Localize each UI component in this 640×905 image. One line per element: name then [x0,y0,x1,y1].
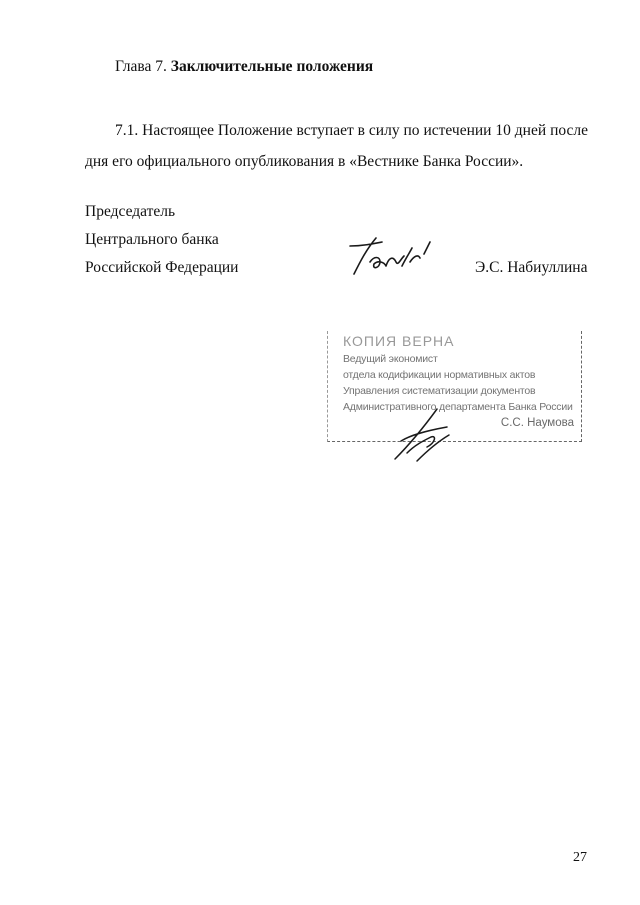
signer-name: Э.С. Набиуллина [475,259,588,276]
stamp-line-2: отдела кодификации нормативных актов [343,369,536,381]
signer-position-line-2: Центрального банка [85,231,219,248]
paragraph-7-1: 7.1. Настоящее Положение вступает в силу по истечении 10 дней после дня его официального опубликования в «Вестнике Банка России». [85,122,588,170]
stamp-name: С.С. Наумова [500,417,574,429]
signature-icon [340,232,440,282]
stamp-line-1: Ведущий экономист [343,353,438,365]
stamp-title: КОПИЯ ВЕРНА [343,333,455,349]
signer-position-line-3: Российской Федерации [85,259,239,276]
certification-stamp [327,323,582,443]
stamp-signature-icon [387,401,457,466]
chapter-title: Заключительные положения [170,58,374,75]
chapter-prefix: Глава 7. [115,58,171,75]
stamp-line-3: Управления систематизации документов [343,385,536,397]
signer-position-line-1: Председатель [85,203,176,220]
page-number: 27 [573,850,587,865]
stamp-line-4: Административного департамента Банка России [343,401,573,413]
chapter-heading [115,58,373,76]
